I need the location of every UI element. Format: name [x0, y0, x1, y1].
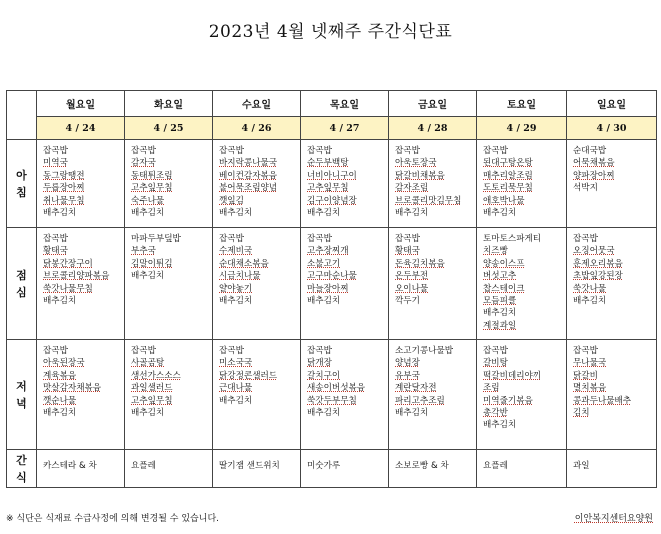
menu-item: 배추김치 — [307, 296, 341, 307]
menu-item: 황태국 — [43, 246, 68, 257]
date-header: 4 / 28 — [389, 117, 477, 140]
menu-item: 닭봉간장구이 — [43, 258, 93, 269]
day-header: 일요일 — [567, 91, 657, 117]
menu-item: 두릅장아찌 — [43, 183, 85, 194]
menu-item: 잡곡밥 — [219, 146, 244, 156]
menu-item: 오징어뭇국 — [573, 246, 615, 257]
meal-label-bottom: 녁 — [16, 396, 27, 410]
menu-item: 도토리묵무침 — [483, 183, 533, 194]
menu-item: 계절과일 — [483, 320, 517, 331]
menu-item: 잡곡밥 — [307, 146, 332, 156]
dinner-row — [7, 340, 657, 450]
menu-item: 과일 — [573, 461, 590, 471]
menu-item: 치즈빵 — [483, 246, 508, 257]
menu-item: 배추김치 — [219, 208, 253, 219]
menu-item: 초밥잎강된장 — [573, 271, 623, 282]
menu-item: 배추김치 — [43, 208, 77, 219]
meal-label-bottom: 식 — [16, 470, 27, 484]
snack-menu-cell — [37, 450, 125, 488]
menu-item: 감자국 — [131, 158, 156, 169]
menu-item: 마파두부덮밥 — [131, 234, 181, 244]
day-header: 월요일 — [37, 91, 125, 117]
snack-menu-cell — [213, 450, 301, 488]
menu-item: 배추김치 — [483, 208, 517, 219]
menu-item: 너비아니구이 — [307, 170, 357, 181]
menu-item: 유부국 — [395, 370, 420, 381]
menu-item: 잡곡밥 — [395, 234, 420, 244]
menu-item: 배추김치 — [573, 296, 607, 307]
breakfast-menu-cell — [389, 140, 477, 228]
breakfast-menu-cell — [301, 140, 389, 228]
menu-item: 총각반 — [483, 408, 508, 419]
dinner-menu-cell — [37, 340, 125, 450]
menu-item: 배추김치 — [307, 208, 341, 219]
date-header: 4 / 29 — [477, 117, 567, 140]
dinner-menu-cell — [389, 340, 477, 450]
menu-item: 잡곡밥 — [307, 234, 332, 244]
corner-cell — [7, 91, 37, 140]
menu-item: 고추잎무침 — [131, 395, 173, 406]
menu-item: 요플레 — [131, 461, 156, 471]
menu-item: 멸치볶음 — [573, 383, 607, 394]
menu-item: 어묵채볶음 — [573, 158, 615, 169]
menu-item: 계란달자전 — [395, 383, 437, 394]
menu-item: 돈육김치볶음 — [395, 258, 445, 269]
menu-item: 아욱토장국 — [395, 158, 437, 169]
date-header: 4 / 27 — [301, 117, 389, 140]
breakfast-label — [7, 140, 37, 228]
meal-label-top: 아 — [16, 168, 27, 182]
menu-item: 찹스테이크 — [483, 283, 525, 294]
menu-item: 잡곡밥 — [573, 346, 598, 356]
menu-item: 바지락콩나물국 — [219, 158, 278, 169]
menu-item: 브로콜리맛김무침 — [395, 195, 462, 206]
menu-item: 배추김치 — [395, 408, 429, 419]
menu-item: 브로콜리양파볶음 — [43, 271, 110, 282]
menu-item: 잡곡밥 — [43, 146, 68, 156]
day-header: 화요일 — [125, 91, 213, 117]
dinner-menu-cell — [567, 340, 657, 450]
menu-item: 버섯고추 — [483, 271, 517, 282]
menu-item: 배추김치 — [483, 420, 517, 431]
menu-item: 잡곡밥 — [395, 146, 420, 156]
snack-menu-cell — [125, 450, 213, 488]
menu-item: 깻잎김 — [219, 195, 244, 206]
menu-item: 배추김치 — [219, 395, 253, 406]
menu-item: 숙주나물 — [131, 195, 165, 206]
menu-item: 소보로빵 & 차 — [395, 461, 449, 471]
breakfast-menu-cell — [567, 140, 657, 228]
lunch-row — [7, 228, 657, 340]
menu-item: 무나물국 — [573, 358, 607, 369]
lunch-menu-cell — [125, 228, 213, 340]
meal-label-bottom: 심 — [16, 285, 27, 299]
dinner-menu-cell — [301, 340, 389, 450]
menu-item: 새송이버섯볶음 — [307, 383, 366, 394]
date-header: 4 / 25 — [125, 117, 213, 140]
menu-item: 미역줄기볶음 — [483, 395, 533, 406]
dinner-menu-cell — [125, 340, 213, 450]
lunch-label — [7, 228, 37, 340]
date-header-row — [7, 117, 657, 140]
menu-item: 배추김치 — [131, 208, 165, 219]
menu-item: 미역국 — [43, 158, 68, 169]
menu-item: 깻순나물 — [43, 395, 77, 406]
dinner-menu-cell — [213, 340, 301, 450]
menu-item: 소고기콩나물밥 — [395, 346, 454, 356]
menu-item: 불어묵조림양념 — [219, 183, 278, 194]
menu-item: 배추김치 — [43, 296, 77, 307]
menu-item: 된대구탕온탕 — [483, 158, 533, 169]
menu-item: 베이컨감자볶음 — [219, 170, 278, 181]
menu-item: 계육볶음 — [43, 370, 77, 381]
snack-label — [7, 450, 37, 488]
day-header-row — [7, 91, 657, 117]
menu-item: 김구이양념장 — [307, 195, 357, 206]
breakfast-row — [7, 140, 657, 228]
menu-item: 배추김치 — [43, 408, 77, 419]
menu-item: 순대국밥 — [573, 146, 607, 156]
menu-item: 토마토스파게티 — [483, 234, 542, 244]
menu-item: 쑥갓나물무침 — [43, 283, 93, 294]
menu-item: 고추잎무침 — [131, 183, 173, 194]
menu-item: 김치 — [573, 408, 590, 419]
menu-item: 시금치나물 — [219, 271, 261, 282]
menu-item: 오이나물 — [395, 283, 429, 294]
menu-item: 잡곡밥 — [219, 234, 244, 244]
menu-item: 파리고추조림 — [395, 395, 445, 406]
menu-item: 아욱된장국 — [43, 358, 85, 369]
menu-item: 마늘장아찌 — [307, 283, 349, 294]
menu-item: 잡곡밥 — [219, 346, 244, 356]
meal-label-bottom: 침 — [16, 185, 27, 199]
menu-item: 닭갈비채볶음 — [395, 170, 445, 181]
menu-item: 매추리알조림 — [483, 170, 533, 181]
lunch-menu-cell — [213, 228, 301, 340]
menu-item: 양파장아찌 — [573, 170, 615, 181]
menu-item: 갈치구이 — [307, 370, 341, 381]
footer-note: ※ 식단은 식재료 수급사정에 의해 변경될 수 있습니다. — [6, 514, 220, 524]
date-header: 4 / 24 — [37, 117, 125, 140]
menu-item: 감자조림 — [395, 183, 429, 194]
day-header: 수요일 — [213, 91, 301, 117]
lunch-menu-cell — [567, 228, 657, 340]
menu-item: 고추장찌개 — [307, 246, 349, 257]
menu-item: 배추김치 — [219, 296, 253, 307]
menu-item: 잡곡밥 — [483, 146, 508, 156]
menu-item: 배추김치 — [395, 208, 429, 219]
menu-item: 잡곡밥 — [43, 346, 68, 356]
breakfast-menu-cell — [125, 140, 213, 228]
menu-item: 갈비탕 — [483, 358, 508, 369]
menu-item: 배추김치 — [483, 308, 517, 319]
menu-item: 생선가스소스 — [131, 370, 181, 381]
menu-item: 과일샐러드 — [131, 383, 173, 394]
menu-item: 순대채소볶음 — [219, 258, 269, 269]
menu-item: 맛살감자채볶음 — [43, 383, 102, 394]
menu-item: 모듬피클 — [483, 296, 517, 307]
menu-item: 잡곡밥 — [573, 234, 598, 244]
menu-item: 소불고기 — [307, 258, 341, 269]
dinner-menu-cell — [477, 340, 567, 450]
menu-item: 카스테라 & 차 — [43, 461, 97, 471]
meal-label-top: 간 — [16, 453, 27, 467]
weekly-menu-table — [6, 90, 657, 488]
menu-item: 쑥갓나물 — [573, 283, 607, 294]
menu-item: 잡곡밥 — [307, 346, 332, 356]
menu-item: 훈제오리볶음 — [573, 258, 623, 269]
menu-item: 사골곰탕 — [131, 358, 165, 369]
menu-item: 온두부전 — [395, 271, 429, 282]
menu-item: 요플레 — [483, 461, 508, 471]
menu-item: 떡갈비데리야끼 — [483, 370, 542, 381]
page-title: 2023년 4월 넷째주 주간식단표 — [208, 22, 453, 42]
menu-item: 잡곡밥 — [483, 346, 508, 356]
day-header: 목요일 — [301, 91, 389, 117]
meal-label-top: 점 — [16, 268, 27, 282]
day-header: 금요일 — [389, 91, 477, 117]
menu-item: 쑥갓두부무침 — [307, 395, 357, 406]
breakfast-menu-cell — [213, 140, 301, 228]
menu-item: 황태국 — [395, 246, 420, 257]
menu-item: 양송이스프 — [483, 258, 525, 269]
menu-item: 잡곡밥 — [131, 146, 156, 156]
lunch-menu-cell — [477, 228, 567, 340]
menu-item: 동태튀조림 — [131, 170, 173, 181]
menu-item: 배추김치 — [131, 271, 165, 282]
menu-item: 얄야놓기 — [219, 283, 253, 294]
date-header: 4 / 26 — [213, 117, 301, 140]
organization-name: 이안복지센터요양원 — [574, 514, 653, 524]
menu-item: 근대나물 — [219, 383, 253, 394]
menu-item: 닭강정콘샐러드 — [219, 370, 278, 381]
menu-item: 동그랑땡전 — [43, 170, 85, 181]
lunch-menu-cell — [301, 228, 389, 340]
menu-item: 수제비국 — [219, 246, 253, 257]
date-header: 4 / 30 — [567, 117, 657, 140]
menu-item: 닭개장 — [307, 358, 332, 369]
menu-item: 김말이튀김 — [131, 258, 173, 269]
menu-item: 취나물무침 — [43, 195, 85, 206]
menu-item: 미숫가루 — [307, 461, 341, 471]
lunch-menu-cell — [389, 228, 477, 340]
menu-item: 조림 — [483, 383, 500, 394]
menu-item: 고구마순나물 — [307, 271, 357, 282]
menu-item: 깍두기 — [395, 296, 420, 307]
lunch-menu-cell — [37, 228, 125, 340]
menu-item: 딸기잼 샌드위치 — [219, 461, 280, 471]
snack-menu-cell — [389, 450, 477, 488]
snack-menu-cell — [477, 450, 567, 488]
menu-item: 닭갈비 — [573, 370, 598, 381]
menu-item: 콩과두나물배추 — [573, 395, 632, 406]
menu-item: 미소국국 — [219, 358, 253, 369]
menu-item: 배추김치 — [131, 408, 165, 419]
snack-row — [7, 450, 657, 488]
day-header: 토요일 — [477, 91, 567, 117]
snack-menu-cell — [301, 450, 389, 488]
menu-item: 순두부백탕 — [307, 158, 349, 169]
menu-item: 석박지 — [573, 183, 598, 194]
meal-label-top: 저 — [16, 379, 27, 393]
menu-item: 잡곡밥 — [131, 346, 156, 356]
menu-item: 부추국 — [131, 246, 156, 257]
menu-item: 고추잎무침 — [307, 183, 349, 194]
dinner-label — [7, 340, 37, 450]
menu-item: 애호박나물 — [483, 195, 525, 206]
snack-menu-cell — [567, 450, 657, 488]
menu-item: 양념장 — [395, 358, 420, 369]
menu-item: 잡곡밥 — [43, 234, 68, 244]
menu-item: 배추김치 — [307, 408, 341, 419]
breakfast-menu-cell — [477, 140, 567, 228]
breakfast-menu-cell — [37, 140, 125, 228]
